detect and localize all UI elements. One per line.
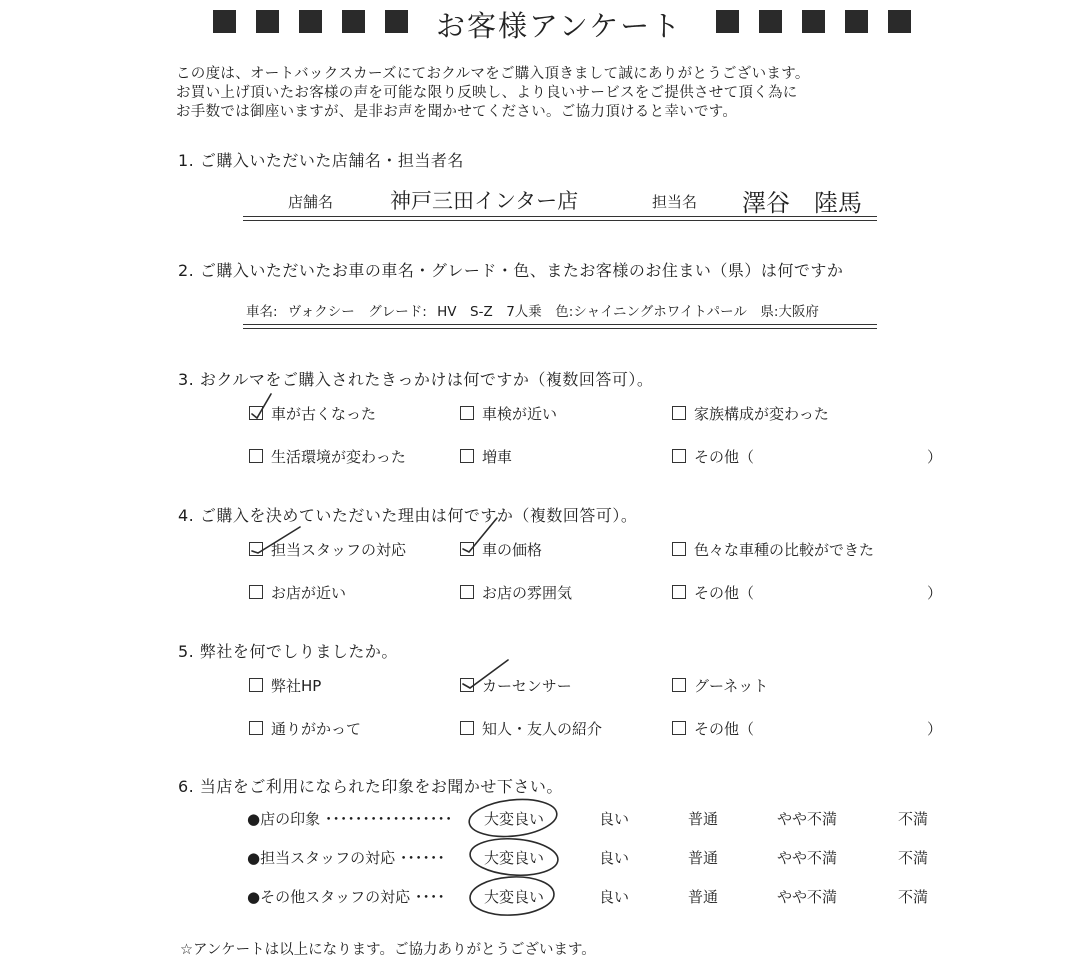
- q5-option-website[interactable]: 弊社HP: [249, 675, 321, 695]
- checkbox[interactable]: [672, 449, 686, 463]
- answer-underline: [243, 216, 877, 217]
- question-4: 4. ご購入を決めていただいた理由は何ですか（複数回答可）。: [178, 506, 638, 525]
- rating-row-label-store: ●店の印象 ･････････････････: [247, 810, 453, 828]
- rating-option-good[interactable]: 良い: [599, 888, 630, 906]
- title-square-decoration: [888, 10, 911, 33]
- rating-option-dissatisfied[interactable]: 不満: [898, 888, 929, 906]
- title-square-decoration: [342, 10, 365, 33]
- question-5: 5. 弊社を何でしりましたか。: [178, 642, 398, 661]
- checkbox[interactable]: [460, 406, 474, 420]
- intro-line-3: お手数では御座いますが、是非お声を聞かせてください。ご協力頂けると幸いです。: [176, 104, 738, 120]
- checkbox[interactable]: [672, 585, 686, 599]
- q3-option-other[interactable]: その他（: [672, 446, 754, 466]
- title-square-decoration: [213, 10, 236, 33]
- q5-option-goonet[interactable]: グーネット: [672, 675, 768, 695]
- rating-option-average[interactable]: 普通: [688, 849, 719, 867]
- q4-option-comparison[interactable]: 色々な車種の比較ができた: [672, 539, 874, 559]
- rating-option-dissatisfied[interactable]: 不満: [898, 849, 929, 867]
- staff-label: 担当名: [652, 193, 698, 211]
- question-3: 3. おクルマをご購入されたきっかけは何ですか（複数回答可）。: [178, 370, 654, 389]
- title-square-decoration: [385, 10, 408, 33]
- q5-option-passing-by[interactable]: 通りがかって: [249, 718, 361, 738]
- intro-line-2: お買い上げ頂いたお客様の声を可能な限り反映し、より良いサービスをご提供させて頂く為に: [176, 85, 798, 101]
- q3-option-lifestyle[interactable]: 生活環境が変わった: [249, 446, 406, 466]
- intro-line-1: この度は、オートバックスカーズにておクルマをご購入頂きまして誠にありがとうございます。: [176, 66, 810, 82]
- checkbox[interactable]: [672, 542, 686, 556]
- rating-option-dissatisfied[interactable]: 不満: [898, 810, 929, 828]
- checkbox[interactable]: [460, 585, 474, 599]
- q4-option-nearby[interactable]: お店が近い: [249, 582, 346, 602]
- title-square-decoration: [759, 10, 782, 33]
- q5-option-carsensor[interactable]: カーセンサー: [460, 675, 572, 695]
- checkbox[interactable]: [460, 678, 474, 692]
- checkbox[interactable]: [672, 721, 686, 735]
- checkbox[interactable]: [460, 721, 474, 735]
- title-square-decoration: [845, 10, 868, 33]
- checkbox[interactable]: [672, 406, 686, 420]
- rating-row-label-staff: ●担当スタッフの対応 ･･････: [247, 849, 445, 867]
- footer-note: ☆アンケートは以上になります。ご協力ありがとうございます。: [180, 942, 596, 958]
- store-label: 店舗名: [288, 193, 334, 211]
- rating-option-somewhat-dissatisfied[interactable]: やや不満: [777, 849, 838, 867]
- checkbox[interactable]: [249, 585, 263, 599]
- vehicle-answer[interactable]: 車名: ヴォクシー グレード: HV S-Z 7人乗 色:シャイニングホワイトパール 県:大阪府: [246, 304, 819, 320]
- rating-option-average[interactable]: 普通: [688, 888, 719, 906]
- store-value[interactable]: 神戸三田インター店: [390, 189, 579, 213]
- q3-option-old-car[interactable]: 車が古くなった: [249, 403, 376, 423]
- checkbox[interactable]: [249, 721, 263, 735]
- checkbox[interactable]: [460, 449, 474, 463]
- q4-option-atmosphere[interactable]: お店の雰囲気: [460, 582, 572, 602]
- checkbox[interactable]: [249, 678, 263, 692]
- q4-other-close: ）: [927, 584, 943, 602]
- checkbox[interactable]: [672, 678, 686, 692]
- rating-option-very-good[interactable]: 大変良い: [484, 888, 545, 906]
- answer-underline: [243, 324, 877, 325]
- q3-other-close: ）: [927, 448, 943, 466]
- q5-option-other[interactable]: その他（: [672, 718, 754, 738]
- rating-row-label-other-staff: ●その他スタッフの対応 ････: [247, 888, 445, 906]
- checkbox[interactable]: [249, 542, 263, 556]
- checkbox[interactable]: [249, 406, 263, 420]
- answer-underline: [243, 328, 877, 329]
- answer-underline: [243, 220, 877, 221]
- q4-option-staff[interactable]: 担当スタッフの対応: [249, 539, 406, 559]
- staff-value[interactable]: 澤谷 陸馬: [742, 189, 862, 217]
- title-square-decoration: [716, 10, 739, 33]
- title-square-decoration: [299, 10, 322, 33]
- q5-option-referral[interactable]: 知人・友人の紹介: [460, 718, 602, 738]
- rating-option-very-good[interactable]: 大変良い: [484, 849, 545, 867]
- question-1: 1. ご購入いただいた店舗名・担当者名: [178, 151, 464, 170]
- rating-option-somewhat-dissatisfied[interactable]: やや不満: [777, 888, 838, 906]
- title-square-decoration: [256, 10, 279, 33]
- q3-option-additional-car[interactable]: 増車: [460, 446, 512, 466]
- rating-option-somewhat-dissatisfied[interactable]: やや不満: [777, 810, 838, 828]
- survey-title: お客様アンケート: [436, 9, 683, 43]
- rating-option-average[interactable]: 普通: [688, 810, 719, 828]
- question-6: 6. 当店をご利用になられた印象をお聞かせ下さい。: [178, 777, 563, 796]
- rating-option-good[interactable]: 良い: [599, 810, 630, 828]
- q4-option-price[interactable]: 車の価格: [460, 539, 542, 559]
- q3-option-inspection[interactable]: 車検が近い: [460, 403, 557, 423]
- q4-option-other[interactable]: その他（: [672, 582, 754, 602]
- title-row: [0, 4, 1086, 43]
- checkbox[interactable]: [460, 542, 474, 556]
- rating-option-good[interactable]: 良い: [599, 849, 630, 867]
- q5-other-close: ）: [927, 720, 943, 738]
- question-2: 2. ご購入いただいたお車の車名・グレード・色、またお客様のお住まい（県）は何ですか: [178, 261, 844, 280]
- rating-option-very-good[interactable]: 大変良い: [484, 810, 545, 828]
- title-square-decoration: [802, 10, 825, 33]
- checkbox[interactable]: [249, 449, 263, 463]
- q3-option-family[interactable]: 家族構成が変わった: [672, 403, 829, 423]
